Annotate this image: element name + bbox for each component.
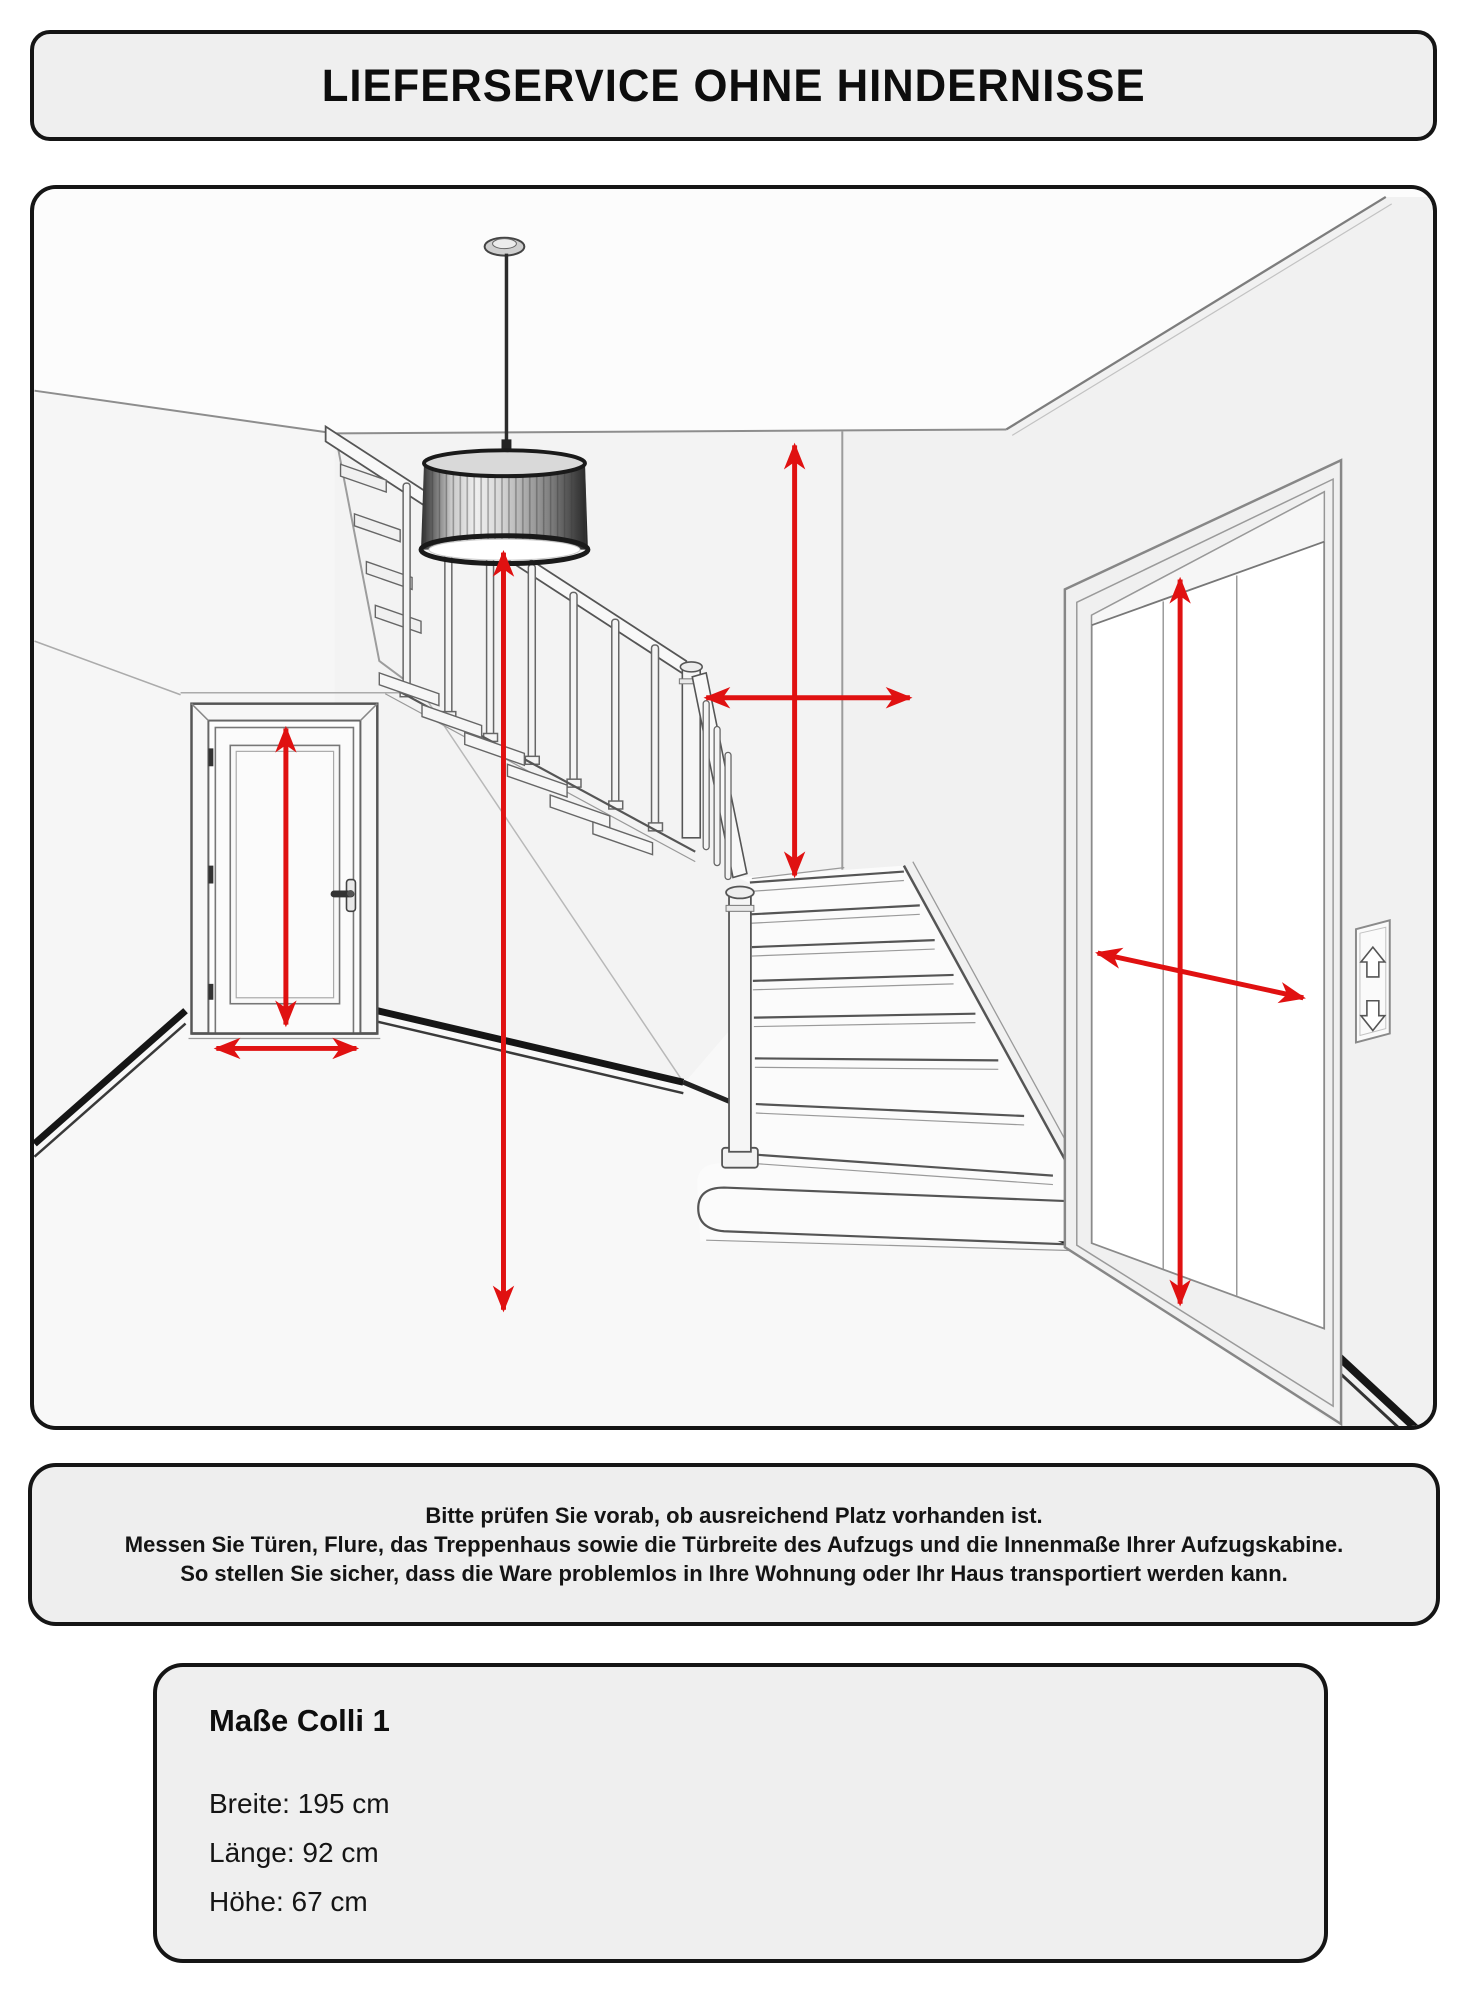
package-dimensions-card: [153, 1663, 1328, 1963]
package-length: Länge: 92 cm: [209, 1837, 379, 1868]
door-hinge: [208, 984, 213, 1000]
package-width: Breite: 195 cm: [209, 1788, 390, 1819]
elevator-call-panel: [1356, 920, 1390, 1042]
package-height: Höhe: 67 cm: [209, 1886, 368, 1917]
hallway-line-art: [34, 189, 1433, 1426]
notice-line: Bitte prüfen Sie vorab, ob ausreichend Platz vorhanden ist.: [425, 1503, 1043, 1528]
door-hinge: [208, 866, 213, 884]
elevator: [1065, 460, 1390, 1424]
notice-line: Messen Sie Türen, Flure, das Treppenhaus sowie die Türbreite des Aufzugs und die Innenmaße Ihrer Aufzugskabine.: [124, 1532, 1344, 1557]
package-title: Maße Colli 1: [209, 1703, 390, 1738]
elevator-door: [1092, 492, 1324, 1329]
notice-banner: [28, 1463, 1440, 1626]
door-hinge: [208, 748, 213, 766]
page-title: LIEFERSERVICE OHNE HINDERNISSE: [321, 59, 1146, 111]
hallway-illustration: [30, 185, 1437, 1430]
title-banner: [30, 30, 1437, 141]
notice-line: So stellen Sie sicher, dass die Ware problemlos in Ihre Wohnung oder Ihr Haus transportiert werden kann.: [180, 1561, 1288, 1586]
